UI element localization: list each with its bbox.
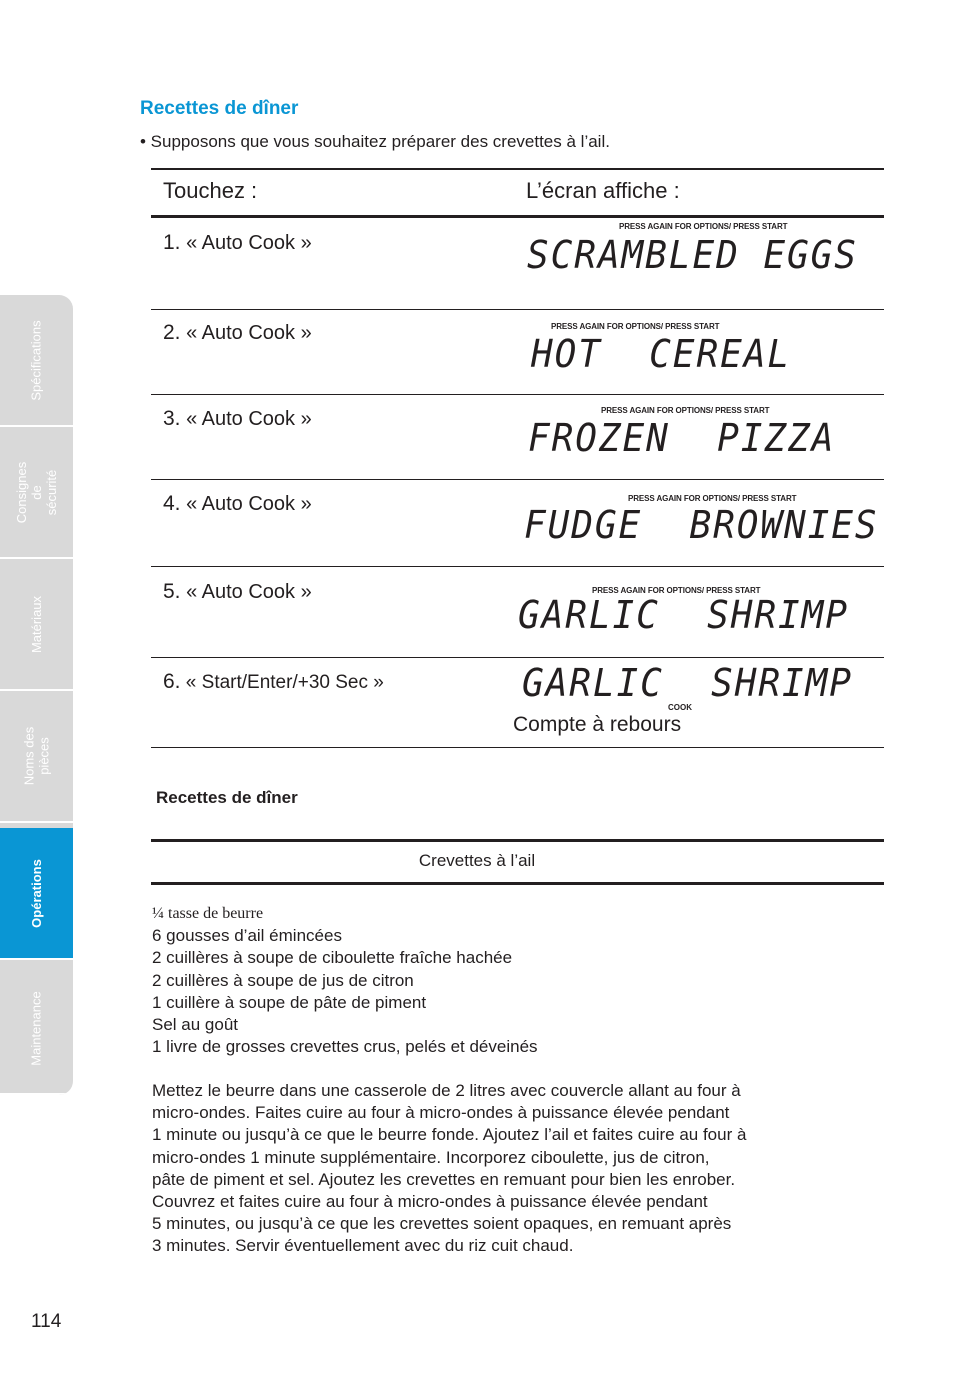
tab-consignes-securite[interactable]: [0, 427, 73, 559]
ingredient-item: 1 cuillère à soupe de pâte de piment: [152, 992, 427, 1012]
step-1: 1. « Auto Cook »: [163, 231, 312, 254]
tab-materiaux[interactable]: [0, 559, 73, 691]
lcd-text: GARLIC SHRIMP: [518, 593, 849, 637]
method-line: micro-ondes. Faites cuire au four à micro-ondes à puissance élevée pendant: [152, 1103, 730, 1123]
lcd-text: FUDGE BROWNIES: [524, 503, 879, 547]
tab-label: Opérations: [29, 858, 44, 928]
tab-noms-des-pieces[interactable]: [0, 691, 73, 823]
lcd-text: HOT CEREAL: [531, 332, 791, 376]
tab-maintenance[interactable]: [0, 963, 73, 1095]
tab-label: Consignes de sécurité: [14, 461, 59, 523]
ingredient-item: ¼ tasse de beurre: [152, 905, 264, 922]
recipe-name: Crevettes à l’ail: [418, 851, 536, 870]
recipe-name-rule: [151, 882, 884, 885]
step-5: 5. « Auto Cook »: [163, 580, 312, 603]
ingredient-item: 1 livre de grosses crevettes crus, pelés et déveinés: [152, 1037, 538, 1057]
ingredient-item: Sel au goût: [152, 1015, 239, 1035]
tab-label: Noms des pièces: [21, 726, 52, 786]
method-line: 5 minutes, ou jusqu’à ce que les crevettes soient opaques, en remuant après: [152, 1214, 732, 1234]
press-again-label: PRESS AGAIN FOR OPTIONS/ PRESS START: [601, 406, 770, 415]
press-again-label: PRESS AGAIN FOR OPTIONS/ PRESS START: [628, 494, 797, 503]
table-top-rule: [151, 168, 884, 170]
header-touch: Touchez :: [163, 178, 258, 203]
method-line: 3 minutes. Servir éventuellement avec du riz cuit chaud.: [152, 1236, 574, 1256]
tab-specifications[interactable]: [0, 295, 73, 427]
press-again-label: PRESS AGAIN FOR OPTIONS/ PRESS START: [551, 322, 720, 331]
cook-indicator: COOK: [668, 703, 692, 712]
table-header-rule: [151, 215, 884, 218]
method-line: Couvrez et faites cuire au four à micro-ondes à puissance élevée pendant: [152, 1192, 708, 1212]
recipe-section-title: Recettes de dîner: [156, 788, 298, 807]
ingredient-item: 6 gousses d’ail émincées: [152, 926, 342, 946]
row-divider: [151, 309, 884, 310]
step-4: 4. « Auto Cook »: [163, 492, 312, 515]
press-again-label: PRESS AGAIN FOR OPTIONS/ PRESS START: [592, 586, 761, 595]
recipe-method: [152, 1080, 892, 1258]
tab-label: Spécifications: [29, 319, 44, 401]
method-line: micro-ondes 1 minute supplémentaire. Incorporez ciboulette, jus de citron,: [152, 1147, 710, 1167]
lcd-text: SCRAMBLED EGGS: [527, 233, 858, 277]
tab-label: Matériaux: [29, 595, 44, 653]
tab-label: Maintenance: [29, 990, 45, 1066]
lcd-text: FROZEN PIZZA: [528, 416, 836, 460]
ingredient-item: 2 cuillères à soupe de ciboulette fraîche hachée: [152, 948, 513, 968]
ingredient-item: 2 cuillères à soupe de jus de citron: [152, 970, 414, 990]
section-title: Recettes de dîner: [140, 98, 299, 119]
press-again-label: PRESS AGAIN FOR OPTIONS/ PRESS START: [619, 222, 788, 231]
step-6: 6. « Start/Enter/+30 Sec »: [163, 670, 384, 693]
page-number: 114: [31, 1311, 62, 1332]
method-line: Mettez le beurre dans une casserole de 2 litres avec couvercle allant au four à: [152, 1081, 741, 1100]
intro-bullet: • Supposons que vous souhaitez préparer des crevettes à l’ail.: [140, 132, 610, 151]
method-line: 1 minute ou jusqu’à ce que le beurre fonde. Ajoutez l’ail et faites cuire au four à: [152, 1125, 747, 1145]
step-3: 3. « Auto Cook »: [163, 407, 312, 430]
lcd-text: GARLIC SHRIMP: [522, 661, 853, 705]
ingredient-list: [152, 903, 538, 1058]
method-line: pâte de piment et sel. Ajoutez les crevettes en remuant pour bien les enrober.: [152, 1169, 736, 1189]
row-divider: [151, 566, 884, 567]
step-2: 2. « Auto Cook »: [163, 321, 312, 344]
row-divider: [151, 657, 884, 658]
recipe-top-rule: [151, 839, 884, 842]
tab-operations[interactable]: [0, 828, 73, 960]
row-divider: [151, 394, 884, 395]
countdown-note: Compte à rebours: [513, 713, 682, 736]
row-divider: [151, 479, 884, 480]
table-bottom-rule: [151, 747, 884, 748]
side-tab-strip: [0, 295, 73, 1095]
header-display: L’écran affiche :: [526, 178, 680, 203]
